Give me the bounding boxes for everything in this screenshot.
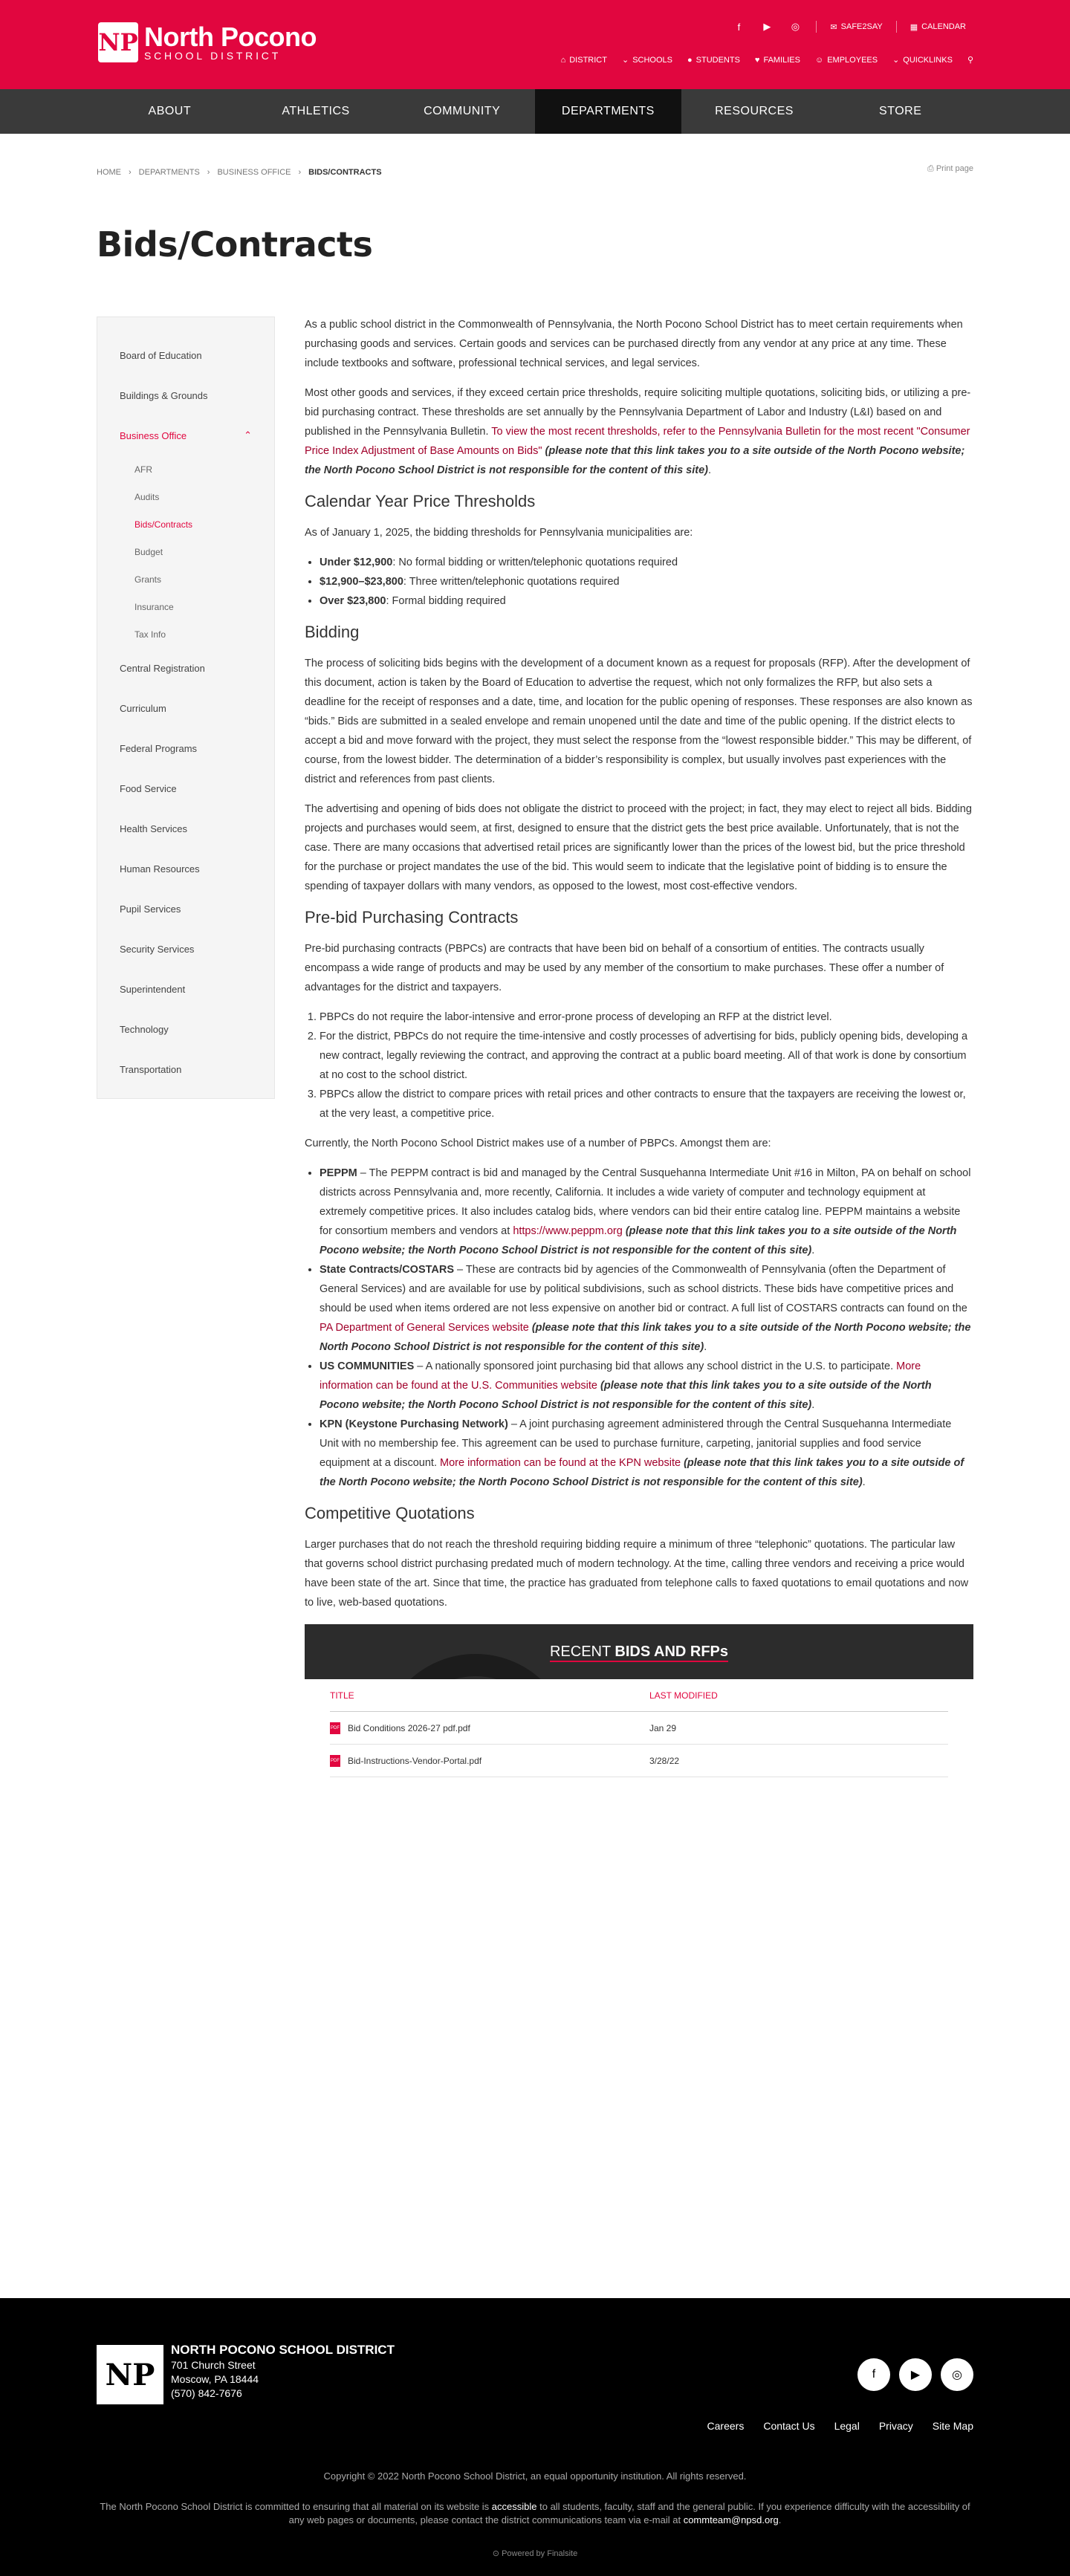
crumb-business-office[interactable]: BUSINESS OFFICE <box>217 168 291 177</box>
sidebar-sub-budget[interactable]: Budget <box>134 546 163 557</box>
threshold-list <box>320 553 973 611</box>
footer-link-careers[interactable]: Careers <box>707 2420 745 2432</box>
sidebar-sub-afr[interactable]: AFR <box>134 464 152 475</box>
chevron-down-icon: ⌄ <box>892 56 900 65</box>
quick-schools[interactable]: ⌄ SCHOOLS <box>621 55 672 65</box>
footer-address: NORTH POCONO SCHOOL DISTRICT 701 Church Street Moscow, PA 18444 (570) 842-7676 <box>171 2343 395 2399</box>
col-title[interactable]: TITLE <box>330 1690 354 1701</box>
calendar-link[interactable]: ▦ CALENDAR <box>910 22 966 32</box>
instagram-icon[interactable]: ◎ <box>941 2358 973 2391</box>
bidding-paragraph: The process of soliciting bids begins with the development of a document known as a request for proposals (RFP). After the development of this document, action is taken by the Board of Education to advertise the request, which not only formalizes the RFP, but also sets a deadline for the receipt of responses and a date, time, and location for the public opening of responses. These responses are also known as “bids.” Bids are submitted in a sealed envelope and remain unopened until the date and time of the public opening. If the district elects to accept a bid and move forward with the project, they must select the response from the “lowest responsible bidder.” This may be different, of course, from the lowest bidder. The determination of a bidder’s responsibility is complex, but usually involves past experiences with the district and references from past clients. <box>305 658 973 785</box>
us-communities-link[interactable]: More information can be found at the U.S. Communities website <box>320 1360 921 1392</box>
heading-quotations: Competitive Quotations <box>305 1504 475 1522</box>
quick-students[interactable]: ● STUDENTS <box>687 55 740 65</box>
crumb-departments[interactable]: DEPARTMENTS <box>138 168 200 177</box>
calendar-icon: ▦ <box>910 22 918 32</box>
chevron-up-icon[interactable]: ⌃ <box>244 429 252 441</box>
instagram-icon[interactable]: ◎ <box>791 21 800 32</box>
list-item: 1. PBPCs do not require the labor-intensive and error-prone process of developing an RFP at the district level. <box>320 1008 973 1027</box>
bidding-paragraph-2: The advertising and opening of bids does not obligate the district to proceed with the project; in fact, they may elect to reject all bids. Bidding projects and purchases would seem, at first, designed to ensure that the district gets the best price available. Unfortunately, that is not the case. There are many occasions that advertised retail prices are significantly lower than the prices of the lowest bid, but the price threshold for the purchase or project mandates the use of the bid. This would seem to indicate that the legislative point of bidding is to ensure the spending of taxpayer dollars with many vendors, as opposed to the lowest, most cost-effective vendors. <box>305 803 972 892</box>
table-row[interactable]: PDF Bid-Instructions-Vendor-Portal.pdf 3/28/22 <box>330 1745 948 1777</box>
footer-link-contact[interactable]: Contact Us <box>763 2420 815 2432</box>
crumb-home[interactable]: HOME <box>97 168 121 177</box>
pbpc-intro: Currently, the North Pocono School District makes use of a number of PBPCs. Amongst them are: <box>305 1138 771 1149</box>
employee-icon: ☺ <box>814 55 824 65</box>
sidebar-item[interactable]: Health Services <box>120 823 188 834</box>
footer-link-sitemap[interactable]: Site Map <box>932 2420 973 2432</box>
sidebar-item[interactable]: Curriculum <box>120 702 166 714</box>
heading-prebid: Pre-bid Purchasing Contracts <box>305 908 519 927</box>
pdf-icon: PDF <box>330 1722 340 1734</box>
logo-name: North Pocono <box>144 22 317 52</box>
facebook-icon[interactable]: f <box>737 21 741 33</box>
sidebar-item-buildings[interactable]: Buildings & Grounds <box>120 389 208 401</box>
quick-nav <box>561 55 973 65</box>
sidebar-sub-tax-info[interactable]: Tax Info <box>134 629 166 640</box>
list-item: • PEPPM – The PEPPM contract is bid and managed by the Central Susquehanna Intermediate Unit #16 in Milton, PA on behalf on school districts across Pennsylvania and, more recently, California. It includes a wide variety of computer and technology equipment at extremely competitive prices. It also includes catalog bids, where vendors can bid their entire catalog line. PEPPM maintains a website for consortium members and vendors at https://www.peppm.org (please note that this link takes you to a site outside of the North Pocono website; the North Pocono School District is not responsible for the content of this site). <box>320 1164 973 1260</box>
accessibility-statement: The North Pocono School District is committed to ensuring that all material on its website is accessible to all students, faculty, staff and the general public. If you experience difficulty with the accessibility of any web pages or documents, please contact the district communications team via e-mail at commteam@npsd.org. <box>100 2501 970 2525</box>
sidebar-item[interactable]: Central Registration <box>120 662 205 674</box>
list-item: • Under $12,900: No formal bidding or written/telephonic quotations required <box>320 553 973 572</box>
sidebar-item[interactable]: Food Service <box>120 782 177 794</box>
intro-paragraph: As a public school district in the Commonwealth of Pennsylvania, the North Pocono School District has to meet certain requirements when purchasing goods and services. Certain goods and services can be purchased directly from any vendor at any price at any time. These include textbooks and software, professional technical services, and legal services. <box>305 319 963 369</box>
list-item: • $12,900–$23,800: Three written/telephonic quotations required <box>320 572 973 591</box>
col-modified[interactable]: LAST MODIFIED <box>649 1690 718 1701</box>
sidebar-sub-bids[interactable]: Bids/Contracts <box>134 519 193 530</box>
quick-quicklinks[interactable]: ⌄ QUICKLINKS <box>892 55 953 65</box>
nav-store[interactable]: STORE <box>879 105 922 117</box>
table-row[interactable]: PDF Bid Conditions 2026-27 pdf.pdf Jan 29 <box>330 1712 948 1745</box>
list-item: • US COMMUNITIES – A nationally sponsored joint purchasing bid that allows any school district in the U.S. to participate. More information can be found at the U.S. Communities website (please note that this link takes you to a site outside of the North Pocono website; the North Pocono School District is not responsible for the content of this site). <box>320 1357 973 1415</box>
pdf-icon: PDF <box>330 1755 340 1767</box>
prebid-paragraph: Pre-bid purchasing contracts (PBPCs) are contracts that have been bid on behalf of a consortium of entities. The contracts usually encompass a wide range of products and may be used by any member of the consortium to make purchases. These offer a number of advantages for the district and taxpayers. <box>305 943 944 993</box>
chevron-down-icon: ⌄ <box>621 56 629 65</box>
quick-families[interactable]: ♥ FAMILIES <box>754 55 800 65</box>
district-logo[interactable] <box>98 22 317 62</box>
table-header <box>330 1679 948 1712</box>
breadcrumb: HOME › DEPARTMENTS › BUSINESS OFFICE › BIDS/CONTRACTS <box>97 168 382 177</box>
list-item: 2. For the district, PBPCs do not require the time-intensive and costly processes of advertising for bids, publicly opening bids, developing a new contract, legally reviewing the contract, and approving the contract at a public board meeting. All of that work is done by consortium at no cost to the school district. <box>320 1027 973 1085</box>
peppm-link[interactable]: https://www.peppm.org <box>513 1225 623 1237</box>
printer-icon: ⎙ <box>927 164 934 173</box>
recent-bids-header: RECENT BIDS AND RFPs <box>305 1624 973 1679</box>
divider <box>816 21 817 33</box>
recent-bids-widget <box>305 1624 973 1777</box>
nav-departments[interactable]: DEPARTMENTS <box>535 89 681 134</box>
footer-link-legal[interactable]: Legal <box>834 2420 860 2432</box>
main-nav <box>0 89 1070 134</box>
list-item: • State Contracts/COSTARS – These are contracts bid by agencies of the Commonwealth of Pennsylvania (often the Department of General Services) and are available for use by political subdivisions, such as school districts. These bids have competitive prices and should be used when items ordered are not less expensive on another bid or contract. A full list of COSTARS contracts can found on the PA Department of General Services website (please note that this link takes you to a site outside of the North Pocono website; the North Pocono School District is not responsible for the content of this site). <box>320 1260 973 1357</box>
bulletin-link[interactable]: To view the most recent thresholds, refer to the Pennsylvania Bulletin for the most recent "Consumer Price Index Adjustment of Base Amounts on Bids" <box>305 426 970 457</box>
finalsite-icon: ⊙ <box>492 2549 500 2558</box>
thresholds-intro: As of January 1, 2025, the bidding thresholds for Pennsylvania municipalities are: <box>305 527 693 539</box>
list-item: • KPN (Keystone Purchasing Network) – A joint purchasing agreement administered through the Central Susquehanna Intermediate Unit with no membership fee. This agreement can be used to purchase furniture, carpeting, janitorial supplies and food service equipment at a discount. More information can be found at the KPN website (please note that this link takes you to a site outside of the North Pocono website; the North Pocono School District is not responsible for the content of this site). <box>320 1415 973 1492</box>
sidebar-item[interactable]: Superintendent <box>120 983 186 995</box>
quotations-paragraph: Larger purchases that do not reach the threshold requiring bidding require a minimum of three “telephonic” quotations. The particular law that governs school district purchasing predated much of modern technology. At the time, calling three vendors and receiving a price would have been state of the art. Since that time, the practice has graduated from telephone calls to faxed quotations to email quotations and now to live, web-based quotations. <box>305 1539 969 1609</box>
main-content <box>305 315 973 1777</box>
site-footer <box>0 2298 1070 2576</box>
sidebar-sub-audits[interactable]: Audits <box>134 491 160 502</box>
sidebar-sub-grants[interactable]: Grants <box>134 574 162 585</box>
footer-logo[interactable]: NP <box>97 2345 163 2404</box>
facebook-icon[interactable]: f <box>857 2358 890 2391</box>
page-title: Bids/Contracts <box>97 224 373 265</box>
footer-social <box>857 2358 973 2391</box>
sidebar-item[interactable]: Security Services <box>120 943 195 955</box>
divider <box>896 21 897 33</box>
list-item: 3. PBPCs allow the district to compare prices with retail prices and other contracts to ensure that the taxpayers are receiving the lowest or, at the very least, a competitive price. <box>320 1085 973 1123</box>
home-icon: ⌂ <box>560 55 566 65</box>
site-header <box>0 0 1070 89</box>
sidebar-item[interactable]: Federal Programs <box>120 742 198 754</box>
dgs-link[interactable]: PA Department of General Services website <box>320 1322 529 1334</box>
youtube-icon[interactable]: ▶ <box>899 2358 932 2391</box>
sidebar-item-business-office[interactable]: Business Office ⌃ <box>120 429 252 441</box>
nav-about[interactable]: ABOUT <box>148 105 192 117</box>
header-utility-links <box>731 21 966 33</box>
safe2say-link[interactable]: ✉ SAFE2SAY <box>830 22 883 32</box>
student-icon: ● <box>687 55 693 65</box>
recent-bids-table <box>330 1679 948 1777</box>
sidebar-item[interactable]: Technology <box>120 1023 169 1035</box>
nav-athletics[interactable]: ATHLETICS <box>282 105 350 117</box>
kpn-link[interactable]: More information can be found at the KPN website <box>440 1457 681 1469</box>
megaphone-icon: ✉ <box>830 22 837 32</box>
powered-by[interactable]: ⊙ Powered by Finalsite <box>492 2549 578 2558</box>
advantages-list <box>320 1008 973 1123</box>
youtube-icon[interactable]: ▶ <box>763 21 771 32</box>
crumb-current: BIDS/CONTRACTS <box>308 168 382 177</box>
nav-community[interactable]: COMMUNITY <box>424 105 501 117</box>
sidebar-item[interactable]: Human Resources <box>120 863 200 875</box>
logo-sub: SCHOOL DISTRICT <box>144 50 282 62</box>
quick-employees[interactable]: ☺ EMPLOYEES <box>814 55 878 65</box>
sidebar-sub-insurance[interactable]: Insurance <box>134 601 174 612</box>
list-item: • Over $23,800: Formal bidding required <box>320 591 973 611</box>
thresholds-paragraph: Most other goods and services, if they exceed certain price thresholds, require soliciting multiple quotations, soliciting bids, or utilizing a pre-bid purchasing contract. These thresholds are set annually by the Pennsylvania Department of Labor and Industry (L&I) based on and published in the Pennsylvania Bulletin. To view the most recent thresholds, refer to the Pennsylvania Bulletin for the most recent "Consumer Price Index Adjustment of Base Amounts on Bids" (please note that this link takes you to a site outside of the North Pocono website; the North Pocono School District is not responsible for the content of this site). <box>305 387 971 476</box>
email-link[interactable]: commteam@npsd.org <box>683 2514 779 2525</box>
sidebar-item-board[interactable]: Board of Education <box>120 349 202 361</box>
logo-mark: NP <box>98 22 138 62</box>
search-icon[interactable]: ⚲ <box>967 56 973 65</box>
sidebar-item[interactable]: Transportation <box>120 1063 182 1075</box>
sidebar-item[interactable]: Pupil Services <box>120 903 181 915</box>
copyright: Copyright © 2022 North Pocono School District, an equal opportunity institution. All rights reserved. <box>323 2470 747 2482</box>
footer-links <box>707 2420 973 2432</box>
contracts-list <box>320 1164 973 1492</box>
sidebar <box>97 317 275 1099</box>
heading-bidding: Bidding <box>305 623 360 641</box>
heading-thresholds: Calendar Year Price Thresholds <box>305 492 536 510</box>
accessible-link[interactable]: accessible <box>491 2501 537 2512</box>
print-page-link[interactable]: ⎙ Print page <box>927 164 973 173</box>
family-icon: ♥ <box>754 55 760 65</box>
quick-district[interactable]: ⌂ DISTRICT <box>560 55 607 65</box>
footer-link-privacy[interactable]: Privacy <box>878 2420 913 2432</box>
nav-resources[interactable]: RESOURCES <box>715 105 794 117</box>
